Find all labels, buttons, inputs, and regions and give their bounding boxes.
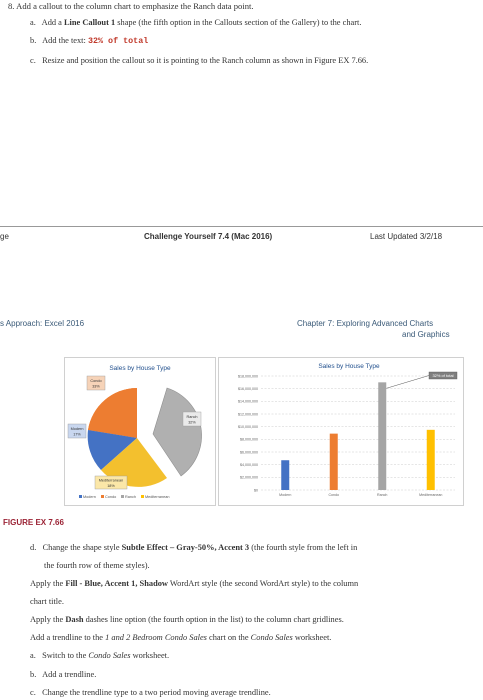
pie-label-condo-name: Condo	[90, 379, 102, 383]
step-8c-prefix: c.	[30, 56, 36, 65]
step-d-prefix: d.	[30, 543, 37, 552]
para-trend-2: chart on the	[206, 633, 251, 642]
x-tick-label-ranch: Ranch	[377, 493, 388, 497]
column-chart-title: Sales by House Type	[318, 363, 380, 370]
substep-a	[30, 651, 169, 660]
pie-legend-swatch-ranch	[121, 495, 124, 498]
footer-left: ge	[0, 232, 9, 241]
para-trend	[30, 633, 331, 642]
column-chart-gridlines	[261, 376, 455, 490]
pie-legend-modern: Modern	[83, 495, 96, 499]
pie-chart-title: Sales by House Type	[109, 365, 171, 372]
column-chart-callout	[386, 372, 457, 388]
y-tick-label: $2,000,000	[240, 475, 258, 480]
footer-title: Challenge Yourself 7.4 (Mac 2016)	[144, 232, 273, 241]
y-tick-label: $6,000,000	[240, 450, 258, 455]
para-trend-1: Add a trendline to the	[30, 633, 106, 642]
step-8a-bold: Line Callout 1	[63, 18, 116, 27]
step-d-bold: Subtle Effect – Gray-50%, Accent 3	[121, 543, 250, 552]
x-tick-label-modern: Modern	[279, 493, 292, 497]
pie-legend-swatch-mediterranean	[141, 495, 144, 498]
column-chart-y-axis	[238, 374, 258, 492]
pie-legend-mediterranean: Mediterranean	[145, 495, 170, 499]
step-8b-prefix: b.	[30, 36, 37, 45]
step-d-text2: (the fourth style from the left in	[249, 543, 358, 552]
pie-slice-condo-upper	[88, 388, 137, 438]
para-fill	[30, 579, 358, 588]
column-chart	[218, 357, 464, 506]
y-tick-label: $0	[254, 488, 258, 493]
para-trend-italic: 1 and 2 Bedroom Condo Sales	[105, 633, 207, 642]
substep-a-prefix: a.	[30, 651, 36, 660]
y-tick-label: $18,000,000	[238, 374, 258, 379]
step-8c-text: Resize and position the callout so it is pointing to the Ranch column as shown in Figure EX 7.66.	[42, 56, 369, 65]
step-8a-text1: Add a	[41, 18, 64, 27]
y-tick-label: $8,000,000	[240, 437, 258, 442]
substep-b	[30, 670, 96, 679]
step-8a	[30, 18, 361, 27]
step-8a-text2: shape (the fifth option in the Callouts section of the Gallery) to the chart.	[115, 18, 362, 27]
para-dash-bold: Dash	[65, 615, 84, 624]
y-tick-label: $14,000,000	[238, 399, 258, 404]
x-tick-label-mediterranean: Mediterranean	[419, 493, 443, 497]
para-dash-1: Apply the	[30, 615, 66, 624]
y-tick-label: $16,000,000	[238, 386, 258, 391]
substep-b-prefix: b.	[30, 670, 37, 679]
para-fill-line2: chart title.	[30, 597, 64, 606]
para-trend-italic2: Condo Sales	[250, 633, 293, 642]
callout-text: 32% of total	[432, 373, 454, 378]
bar-mediterranean	[427, 430, 435, 490]
page-header-right-1: Chapter 7: Exploring Advanced Charts	[297, 319, 434, 328]
callout-line	[386, 376, 429, 389]
step-8b-text: Add the text:	[42, 36, 88, 45]
pie-chart-svg	[65, 358, 215, 505]
para-fill-1: Apply the	[30, 579, 66, 588]
substep-c-text: Change the trendline type to a two period moving average trendline.	[42, 688, 271, 697]
pie-label-condo-value: 33%	[92, 384, 100, 389]
y-tick-label: $10,000,000	[238, 424, 258, 429]
step-8-main: 8. Add a callout to the column chart to emphasize the Ranch data point.	[8, 1, 254, 11]
y-tick-label: $4,000,000	[240, 462, 258, 467]
bar-condo	[330, 434, 338, 490]
step-d-text1: Change the shape style	[42, 543, 122, 552]
pie-legend	[79, 495, 169, 499]
x-tick-label-condo: Condo	[328, 493, 340, 497]
footer-date: Last Updated 3/2/18	[370, 232, 443, 241]
figure-caption: FIGURE EX 7.66	[3, 518, 64, 527]
column-chart-bars	[281, 382, 435, 490]
column-chart-x-axis	[279, 493, 442, 497]
step-d-line2: the fourth row of theme styles).	[44, 561, 150, 570]
para-fill-bold: Fill - Blue, Accent 1, Shadow	[65, 579, 168, 588]
para-fill-2: WordArt style (the second WordArt style) to the column	[167, 579, 359, 588]
pie-chart	[64, 357, 216, 506]
bar-ranch	[378, 382, 386, 490]
substep-a-after: worksheet.	[130, 651, 170, 660]
column-chart-svg	[219, 358, 463, 505]
step-8b-code: 32% of total	[87, 36, 149, 46]
para-dash	[30, 615, 344, 624]
substep-c	[30, 688, 271, 697]
substep-c-prefix: c.	[30, 688, 36, 697]
para-dash-2: dashes line option (the fourth option in the list) to the column chart gridlines.	[83, 615, 344, 624]
substep-a-italic: Condo Sales	[88, 651, 131, 660]
page-header-right-2: and Graphics	[402, 330, 450, 339]
pie-label-ranch-value: 32%	[188, 420, 196, 425]
pie-label-modern-name: Modern	[70, 427, 84, 431]
pie-legend-swatch-modern	[79, 495, 82, 498]
step-8b	[30, 36, 148, 46]
pie-slice-ranch	[153, 388, 202, 476]
pie-label-mediterranean-name: Mediterranean	[98, 478, 124, 483]
pie-legend-condo: Condo	[105, 495, 117, 499]
step-8a-prefix: a.	[30, 18, 36, 27]
y-tick-label: $12,000,000	[238, 412, 258, 417]
pie-label-modern-value: 17%	[73, 432, 81, 437]
pie-legend-swatch-condo	[101, 495, 104, 498]
step-8c	[30, 56, 368, 65]
footer-rule	[0, 226, 483, 227]
pie-label-mediterranean-value: 18%	[107, 484, 115, 488]
bar-modern	[281, 460, 289, 490]
pie-legend-ranch: Ranch	[125, 495, 136, 499]
step-d	[30, 543, 357, 552]
pie-label-ranch-name: Ranch	[186, 415, 198, 419]
page-header-left: s Approach: Excel 2016	[0, 319, 85, 328]
substep-b-text: Add a trendline.	[42, 670, 97, 679]
para-trend-3: worksheet.	[292, 633, 332, 642]
substep-a-text: Switch to the	[42, 651, 89, 660]
